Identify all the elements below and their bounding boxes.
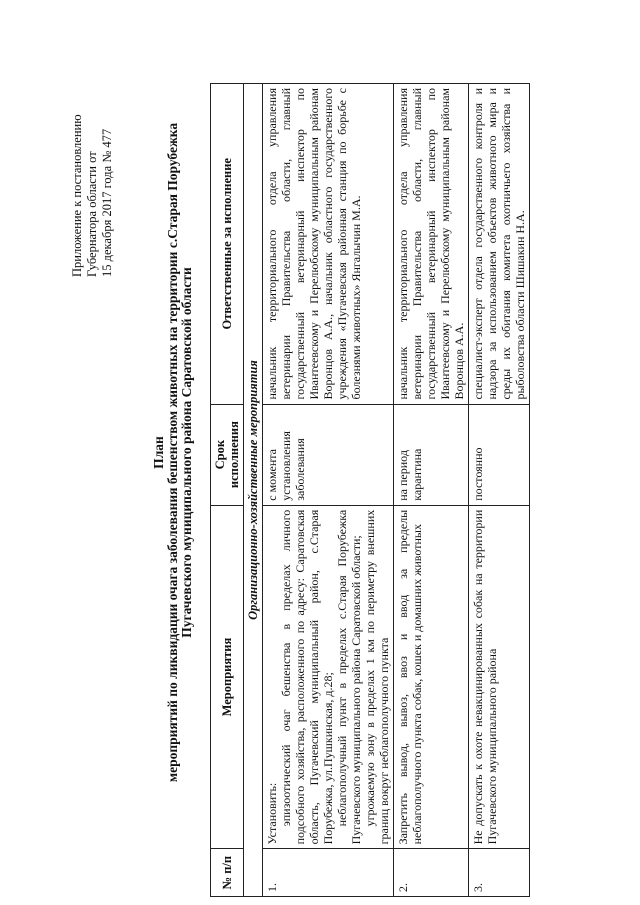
measure-intro: Установить: bbox=[265, 782, 279, 845]
row-measure: Запретить вывод, вывоз, ввоз и ввод за пределы неблагополучного пункта собак, кошек и домашних животных bbox=[394, 505, 469, 849]
row-measure bbox=[263, 505, 394, 849]
row-responsible: начальник территориального отдела управления ветеринарии Правительства области, главный государственный ветеринарный инспектор по Ивантеевскому и Перелюбскому муниципальным районам Воронцов А.А., начальник областного государственного учреждения «Пугачевская районная станция по борьбе с болезнями животных» Янгалычин М.А. bbox=[263, 84, 394, 405]
measures-table bbox=[210, 83, 530, 897]
row-deadline: на период карантина bbox=[394, 404, 469, 505]
header-deadline: Срок исполнения bbox=[211, 404, 244, 505]
row-responsible: специалист-эксперт отдела государственного контроля и надзора за использованием объектов животного мира и среды их обитания комитета охотничьего хозяйства и рыболовства области Шишакин Н.А. bbox=[469, 84, 530, 405]
section-row bbox=[244, 84, 263, 897]
title-line-1: мероприятий по ликвидации очага заболевания бешенством животных на территории с.Старая Порубежка bbox=[165, 122, 180, 783]
appendix-note bbox=[70, 37, 115, 277]
row-number: 1. bbox=[263, 849, 394, 897]
row-measure: Не допускать к охоте невакцинированных собак на территории Пугачевского муниципального района bbox=[469, 505, 530, 849]
header-responsible: Ответственные за исполнение bbox=[211, 84, 244, 405]
table-row bbox=[394, 84, 469, 897]
table-header-row bbox=[211, 84, 244, 897]
title-line-2: Пугачевского муниципального района Саратовской области bbox=[179, 267, 194, 638]
title-word: План bbox=[151, 436, 166, 469]
measure-paragraph: угрожаемую зону в пределах 1 км по периметру внешних границ вокруг неблагополучного пункта bbox=[363, 509, 391, 845]
row-number: 2. bbox=[394, 849, 469, 897]
row-deadline: с момента установления заболевания bbox=[263, 404, 394, 505]
appendix-line-2: Губернатора области от bbox=[85, 151, 99, 277]
table-row bbox=[469, 84, 530, 897]
measure-paragraph: эпизоотический очаг бешенства в пределах личного подсобного хозяйства, расположенного по адресу: Саратовская область, Пугачевский муниципальный район, с.Старая Порубежка, ул.Пушкинская, д.28; bbox=[279, 509, 335, 845]
appendix-line-1: Приложение к постановлению bbox=[70, 114, 84, 277]
table-row bbox=[263, 84, 394, 897]
appendix-line-3: 15 декабря 2017 года № 477 bbox=[100, 128, 114, 277]
section-title: Организационно-хозяйственные мероприятия bbox=[244, 84, 263, 897]
measure-paragraph: неблагополучный пункт в пределах с.Старая Порубежка Пугачевского муниципального района Саратовской области; bbox=[335, 509, 363, 845]
row-deadline: постоянно bbox=[469, 404, 530, 505]
header-num: № п/п bbox=[211, 849, 244, 897]
row-responsible: начальник территориального отдела управления ветеринарии Правительства области, главный государственный ветеринарный инспектор по Ивантеевскому и Перелюбскому муниципальным районам Воронцов А.А. bbox=[394, 84, 469, 405]
row-number: 3. bbox=[469, 849, 530, 897]
header-measures: Мероприятия bbox=[211, 505, 244, 849]
